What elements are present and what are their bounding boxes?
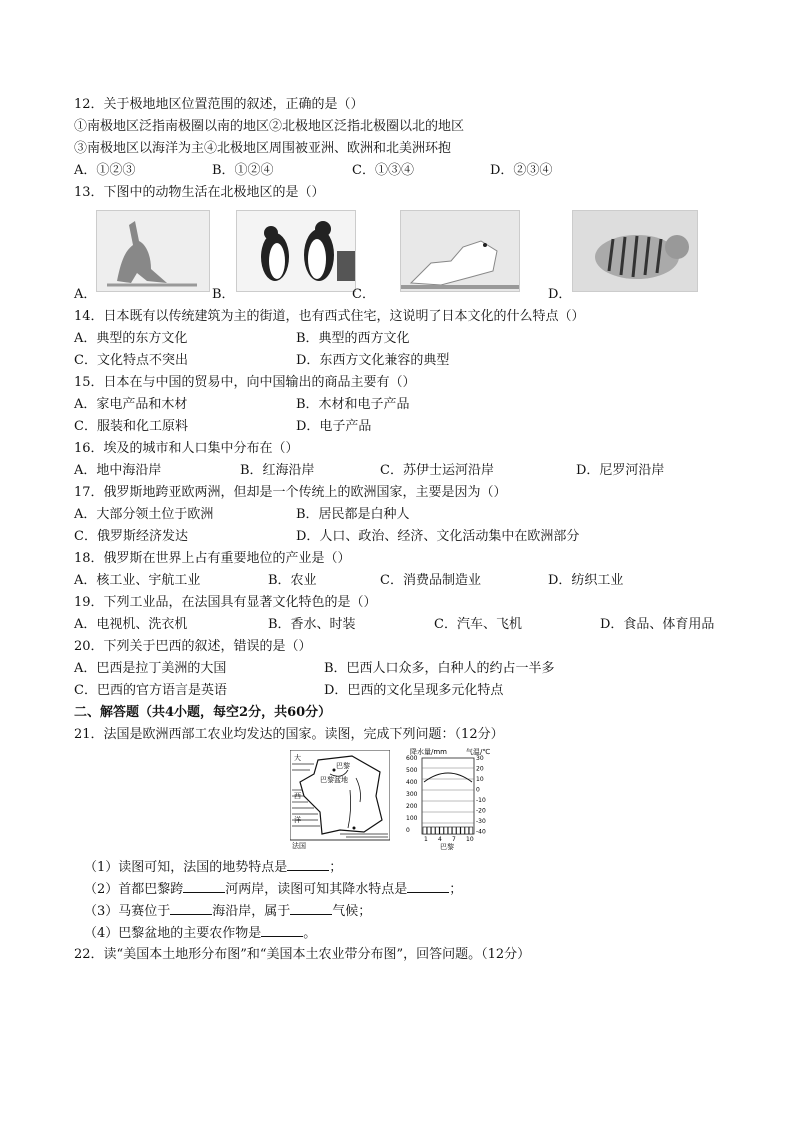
- q18-option-a: A．核工业、宇航工业: [74, 573, 201, 588]
- kangaroo-image: [96, 210, 210, 292]
- q20-option-c: C．巴西的官方语言是英语: [74, 683, 227, 698]
- climate-caption: 巴黎: [440, 843, 454, 850]
- precip-bar: [461, 827, 465, 834]
- q18-option-b: B．农业: [268, 573, 317, 588]
- precip-bar: [448, 827, 452, 834]
- q19-stem: 19．下列工业品，在法国具有显著文化特色的是（）: [74, 595, 377, 610]
- q21-part-4-end: 。: [303, 926, 317, 941]
- precip-tick: 100: [406, 815, 418, 822]
- q20-stem: 20．下列关于巴西的叙述，错误的是（）: [74, 639, 312, 654]
- precip-tick: 200: [406, 803, 418, 810]
- q12-option-d: D．②③④: [490, 163, 553, 178]
- precipitation-bars: [423, 827, 473, 834]
- q15-option-c: C．服装和化工原料: [74, 419, 188, 434]
- tiger-image: [572, 210, 698, 292]
- temp-tick: -40: [476, 828, 486, 836]
- q16-option-d: D．尼罗河沿岸: [576, 463, 665, 478]
- answer-blank[interactable]: [261, 924, 303, 937]
- paris-climate-chart: [404, 746, 494, 850]
- q18-option-d: D．纺织工业: [548, 573, 624, 588]
- q17-option-d: D．人口、政治、经济、文化活动集中在欧洲部分: [296, 529, 580, 544]
- precip-bar: [465, 827, 469, 834]
- precip-bar: [469, 827, 473, 834]
- q16-option-c: C．苏伊士运河沿岸: [380, 463, 494, 478]
- q18-option-c: C．消费品制造业: [380, 573, 481, 588]
- precip-bar: [431, 827, 435, 834]
- q17-option-a: A．大部分领土位于欧洲: [74, 507, 214, 522]
- q13-option-c: C．: [352, 287, 375, 302]
- precip-tick: 500: [406, 767, 418, 774]
- precip-tick: 600: [406, 755, 418, 762]
- q21-part-4-text: （4）巴黎盆地的主要农作物是: [84, 926, 262, 941]
- month-tick: 1: [424, 836, 428, 843]
- q20-option-d: D．巴西的文化呈现多元化特点: [324, 683, 504, 698]
- temp-tick: 10: [476, 776, 484, 783]
- map-label-paris-basin: 巴黎盆地: [320, 776, 348, 784]
- france-map: [290, 750, 390, 850]
- q17-option-c: C．俄罗斯经济发达: [74, 529, 188, 544]
- q21-part-2-mid: 河两岸，读图可知其降水特点是: [225, 882, 408, 897]
- q14-option-d: D．东西方文化兼容的典型: [296, 353, 450, 368]
- q21-part-1-end: ；: [329, 860, 343, 875]
- temp-tick: -30: [476, 818, 486, 825]
- q16-stem: 16．埃及的城市和人口集中分布在（）: [74, 441, 299, 456]
- answer-blank[interactable]: [170, 902, 212, 915]
- q21-part-3: [84, 902, 371, 921]
- q14-option-b: B．典型的西方文化: [296, 331, 410, 346]
- map-label-sea-1: 大: [294, 754, 301, 762]
- climate-y1-label: 降水量/mm: [410, 748, 447, 756]
- q17-option-b: B．居民都是白种人: [296, 507, 410, 522]
- precip-bar: [440, 827, 444, 834]
- q19-option-a: A．电视机、洗衣机: [74, 617, 188, 632]
- month-tick: 4: [438, 836, 442, 843]
- answer-blank[interactable]: [290, 902, 332, 915]
- section-2-title: 二、解答题（共4小题，每空2分，共60分）: [74, 705, 332, 720]
- map-label-paris: 巴黎: [336, 762, 350, 770]
- precip-bar: [457, 827, 461, 834]
- precip-bar: [436, 827, 440, 834]
- map-label-sea-2: 西: [294, 792, 301, 800]
- month-tick: 7: [452, 836, 456, 843]
- q12-statement-1: ①南极地区泛指南极圈以南的地区②北极地区泛指北极圈以北的地区: [74, 119, 465, 134]
- q21-part-1-text: （1）读图可知，法国的地势特点是: [84, 860, 288, 875]
- q13-stem: 13．下图中的动物生活在北极地区的是（）: [74, 185, 325, 200]
- q13-option-a: A．: [74, 287, 97, 302]
- temp-tick: -10: [476, 797, 486, 804]
- q14-option-c: C．文化特点不突出: [74, 353, 188, 368]
- polar-bear-image: [400, 210, 520, 292]
- temp-tick: 30: [476, 755, 484, 762]
- answer-blank[interactable]: [183, 880, 225, 893]
- precip-bar: [423, 827, 427, 834]
- q20-option-a: A．巴西是拉丁美洲的大国: [74, 661, 227, 676]
- q15-stem: 15．日本在与中国的贸易中，向中国输出的商品主要有（）: [74, 375, 416, 390]
- precip-bar: [444, 827, 448, 834]
- precip-tick: 400: [406, 779, 418, 786]
- q12-option-c: C．①③④: [352, 163, 414, 178]
- q12-statement-2: ③南极地区以海洋为主④北极地区周围被亚洲、欧洲和北美洲环抱: [74, 141, 452, 156]
- q21-part-1: [84, 858, 342, 877]
- q13-option-d: D．: [548, 287, 572, 302]
- precip-bar: [452, 827, 456, 834]
- q14-option-a: A．典型的东方文化: [74, 331, 188, 346]
- q19-option-c: C．汽车、飞机: [434, 617, 522, 632]
- q21-part-3-end: 气候；: [332, 904, 372, 919]
- precip-tick: 300: [406, 791, 418, 798]
- q21-part-3-text: （3）马赛位于: [84, 904, 171, 919]
- answer-blank[interactable]: [287, 858, 329, 871]
- q20-option-b: B．巴西人口众多，白种人的约占一半多: [324, 661, 555, 676]
- q21-part-2-end: ；: [449, 882, 463, 897]
- q15-option-d: D．电子产品: [296, 419, 372, 434]
- precip-bar: [427, 827, 431, 834]
- q21-part-4: [84, 924, 316, 943]
- q16-option-a: A．地中海沿岸: [74, 463, 162, 478]
- temp-tick: 20: [476, 765, 484, 773]
- q22-stem: 22．读“美国本土地形分布图”和“美国本土农业带分布图”，回答问题。（12分）: [74, 947, 531, 962]
- q12-option-a: A．①②③: [74, 163, 136, 178]
- q19-option-d: D．食品、体育用品: [600, 617, 715, 632]
- q21-part-3-mid: 海沿岸，属于: [212, 904, 291, 919]
- month-tick: 10: [466, 836, 474, 843]
- temp-tick: 0: [476, 786, 480, 794]
- q16-option-b: B．红海沿岸: [240, 463, 315, 478]
- q21-stem: 21．法国是欧洲西部工农业均发达的国家。读图，完成下列问题：（12分）: [74, 727, 504, 742]
- q21-part-2: [84, 880, 462, 899]
- q14-stem: 14．日本既有以传统建筑为主的街道，也有西式住宅，这说明了日本文化的什么特点（）: [74, 309, 585, 324]
- q17-stem: 17．俄罗斯地跨亚欧两洲，但却是一个传统上的欧洲国家，主要是因为（）: [74, 485, 507, 500]
- q18-stem: 18．俄罗斯在世界上占有重要地位的产业是（）: [74, 551, 351, 566]
- map-caption: 法国: [292, 842, 306, 850]
- answer-blank[interactable]: [407, 880, 449, 893]
- climate-y2-label: 气温/℃: [466, 748, 491, 756]
- q15-option-a: A．家电产品和木材: [74, 397, 188, 412]
- q15-option-b: B．木材和电子产品: [296, 397, 410, 412]
- precip-tick: 0: [406, 827, 410, 834]
- penguin-image: [236, 210, 356, 292]
- q12-option-b: B．①②④: [212, 163, 274, 178]
- temp-tick: -20: [476, 807, 486, 815]
- q19-option-b: B．香水、时装: [268, 617, 356, 632]
- q21-part-2-text: （2）首都巴黎跨: [84, 882, 184, 897]
- q12-stem: 12．关于极地地区位置范围的叙述，正确的是（）: [74, 97, 364, 112]
- q13-option-b: B．: [212, 287, 235, 302]
- map-label-sea-3: 洋: [294, 816, 301, 824]
